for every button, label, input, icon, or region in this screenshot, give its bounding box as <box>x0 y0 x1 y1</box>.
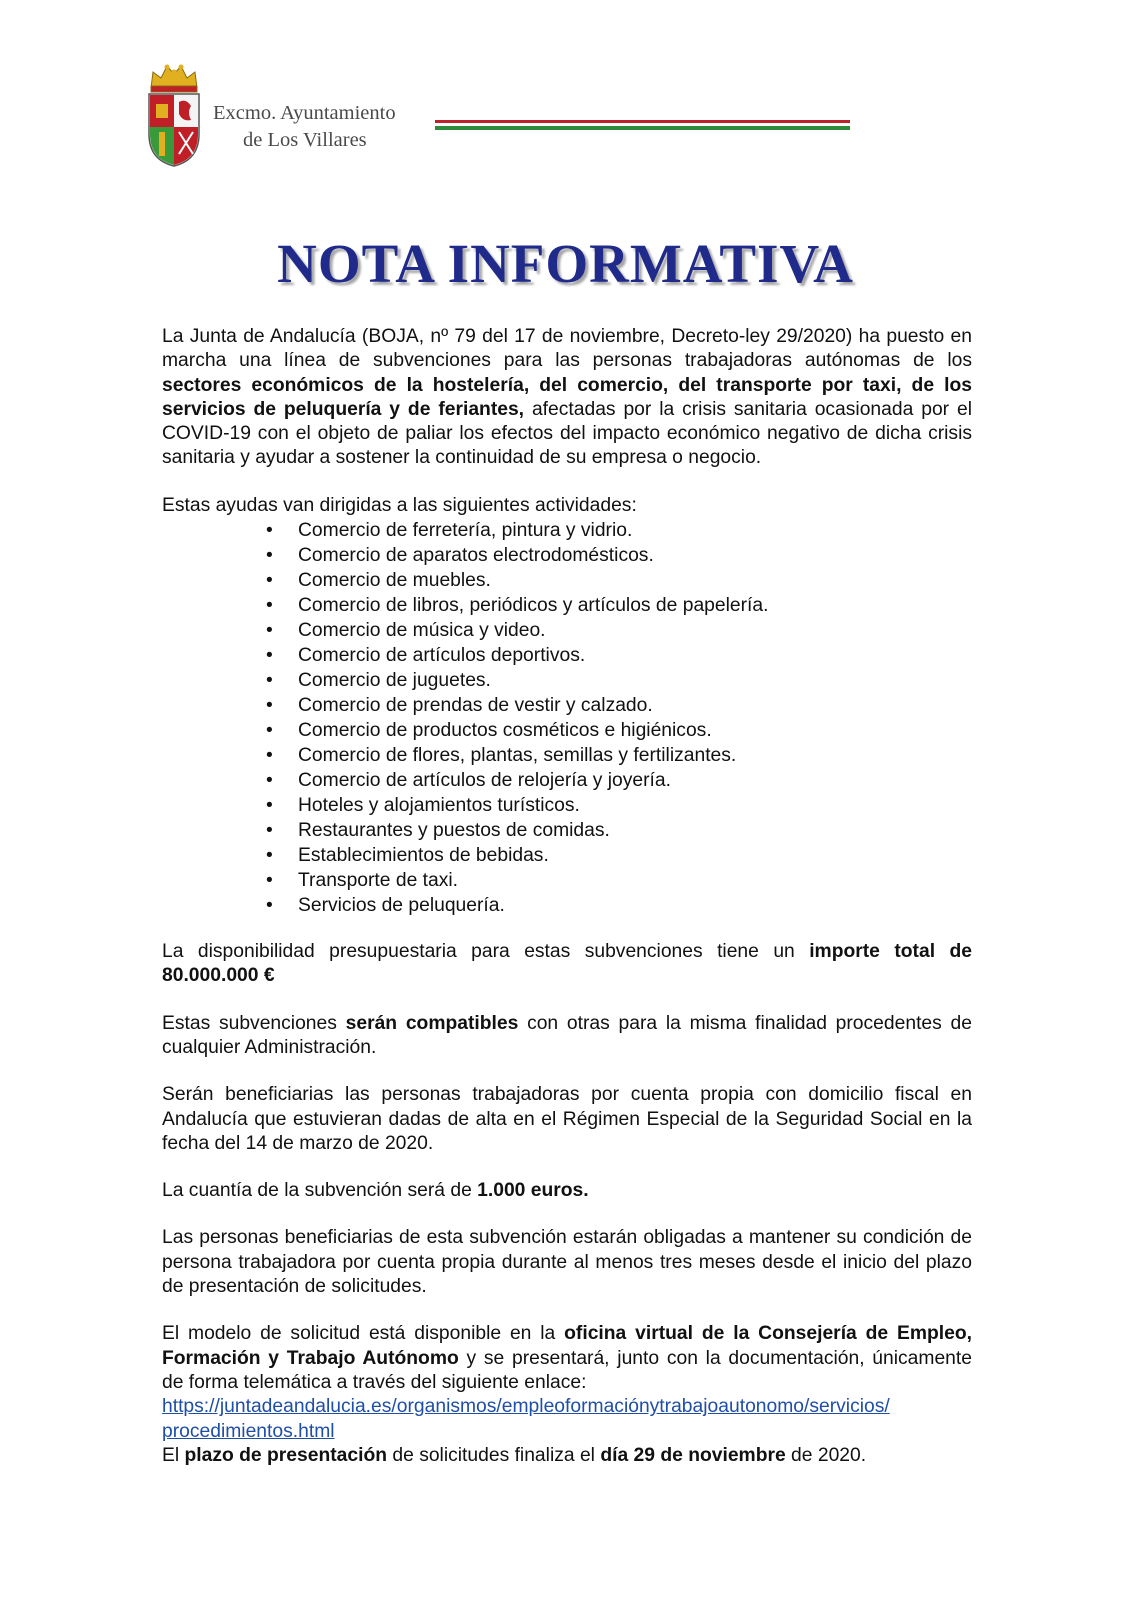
letterhead <box>145 62 845 172</box>
list-item-text: Comercio de libros, periódicos y artículos de papelería. <box>298 595 769 617</box>
list-item <box>266 768 972 793</box>
bullet: • <box>266 795 273 817</box>
list-item <box>266 643 972 668</box>
header-color-rule <box>435 120 850 134</box>
amount-paragraph <box>162 1179 972 1203</box>
organization-name-line2: de Los Villares <box>243 129 367 151</box>
list-item <box>266 868 972 893</box>
bullet: • <box>266 770 273 792</box>
bullet: • <box>266 895 273 917</box>
deadline-paragraph <box>162 1444 972 1468</box>
amount-bold: 1.000 euros. <box>477 1180 589 1202</box>
deadline-bold: plazo de presentación <box>184 1444 388 1466</box>
budget-text: La disponibilidad presupuestaria para estas subvenciones tiene un <box>162 941 810 963</box>
compat-text: Estas subvenciones <box>162 1012 346 1034</box>
list-item-text: Restaurantes y puestos de comidas. <box>298 820 610 842</box>
list-item <box>266 593 972 618</box>
intro-sectors-bold: sectores económicos de la hostelería, del comercio, del transporte por taxi, de los servicios de peluquería y de feriantes, <box>162 374 972 420</box>
list-item-text: Comercio de artículos deportivos. <box>298 645 586 667</box>
notice-body <box>162 325 972 1491</box>
bullet: • <box>266 670 273 692</box>
application-link-line1: https://juntadeandalucia.es/organismos/empleoformaciónytrabajoautonomo/servicios/ <box>162 1396 890 1418</box>
list-item-text: Transporte de taxi. <box>298 870 459 892</box>
activities-list <box>162 518 972 918</box>
list-item <box>266 818 972 843</box>
intro-text-end: afectadas por la crisis sanitaria ocasionada por el COVID-19 con el objeto de paliar los efectos del impacto económico negativo de dicha crisis sanitaria y ayudar a sostener la continuidad de su empresa o negocio. <box>162 398 972 469</box>
list-item <box>266 793 972 818</box>
header-rule-green <box>435 126 850 130</box>
activities-intro: Estas ayudas van dirigidas a las siguientes actividades: <box>162 494 637 516</box>
application-link-line2: procedimientos.html <box>162 1420 335 1442</box>
coat-of-arms-logo <box>145 62 203 168</box>
list-item-text: Comercio de ferretería, pintura y vidrio. <box>298 520 633 542</box>
list-item <box>266 518 972 543</box>
list-item-text: Hoteles y alojamientos turísticos. <box>298 795 580 817</box>
bullet: • <box>266 745 273 767</box>
budget-amount-bold: importe total de 80.000.000 € <box>162 941 972 987</box>
list-item <box>266 668 972 693</box>
list-item-text: Comercio de artículos de relojería y joyería. <box>298 770 671 792</box>
bullet: • <box>266 720 273 742</box>
bullet: • <box>266 620 273 642</box>
bullet: • <box>266 870 273 892</box>
compatibility-paragraph <box>162 1012 972 1061</box>
beneficiaries-paragraph: Serán beneficiarias las personas trabajadoras por cuenta propia con domicilio fiscal en Andalucía que estuvieran dadas de alta en el Régimen Especial de la Seguridad Social en la fecha del 14 de marzo de 2020. <box>162 1084 972 1154</box>
bullet: • <box>266 820 273 842</box>
application-link[interactable] <box>162 1395 972 1444</box>
list-item <box>266 568 972 593</box>
bullet: • <box>266 520 273 542</box>
list-item-text: Comercio de productos cosméticos e higiénicos. <box>298 720 712 742</box>
intro-text: La Junta de Andalucía (BOJA, nº 79 del 17 de noviembre, Decreto-ley 29/2020) ha puesto en marcha una línea de subvenciones para las personas trabajadoras autónomas de los <box>162 326 972 372</box>
obligations-paragraph: Las personas beneficiarias de esta subvención estarán obligadas a mantener su condición de persona trabajadora por cuenta propia durante al menos tres meses desde el inicio del plazo de presentación de solicitudes. <box>162 1227 972 1298</box>
list-item <box>266 893 972 918</box>
organization-name-line1: Excmo. Ayuntamiento <box>213 102 396 124</box>
application-paragraph <box>162 1322 972 1395</box>
page-title: NOTA INFORMATIVA <box>277 233 854 294</box>
list-item-text: Servicios de peluquería. <box>298 895 505 917</box>
application-text: El modelo de solicitud está disponible en la <box>162 1323 565 1345</box>
list-item-text: Comercio de aparatos electrodomésticos. <box>298 545 654 567</box>
list-item <box>266 543 972 568</box>
list-item <box>266 743 972 768</box>
budget-paragraph <box>162 940 972 989</box>
deadline-text: El <box>162 1444 185 1466</box>
list-item <box>266 843 972 868</box>
bullet: • <box>266 845 273 867</box>
compat-text-end: con otras para la misma finalidad procedentes de cualquier Administración. <box>162 1012 972 1058</box>
list-item <box>266 693 972 718</box>
list-item-text: Comercio de muebles. <box>298 570 491 592</box>
list-item-text: Comercio de música y video. <box>298 620 546 642</box>
bullet: • <box>266 645 273 667</box>
bullet: • <box>266 570 273 592</box>
application-office-bold: oficina virtual de la Consejería de Empleo, Formación y Trabajo Autónomo <box>162 1323 972 1369</box>
application-text-end: y se presentará, junto con la documentación, únicamente de forma telemática a través del siguiente enlace: <box>162 1347 972 1393</box>
intro-paragraph <box>162 325 972 471</box>
list-item <box>266 618 972 643</box>
list-item-text: Comercio de prendas de vestir y calzado. <box>298 695 653 717</box>
amount-text: La cuantía de la subvención será de <box>162 1180 478 1202</box>
bullet: • <box>266 695 273 717</box>
deadline-date-bold: día 29 de noviembre <box>600 1444 786 1466</box>
list-item <box>266 718 972 743</box>
list-item-text: Comercio de juguetes. <box>298 670 491 692</box>
list-item-text: Establecimientos de bebidas. <box>298 845 549 867</box>
bullet: • <box>266 545 273 567</box>
organization-name <box>213 100 396 154</box>
bullet: • <box>266 595 273 617</box>
list-item-text: Comercio de flores, plantas, semillas y fertilizantes. <box>298 745 737 767</box>
compat-bold: serán compatibles <box>345 1012 519 1034</box>
deadline-text-mid: de solicitudes finaliza el <box>387 1444 601 1466</box>
deadline-text-end: de 2020. <box>785 1444 867 1466</box>
